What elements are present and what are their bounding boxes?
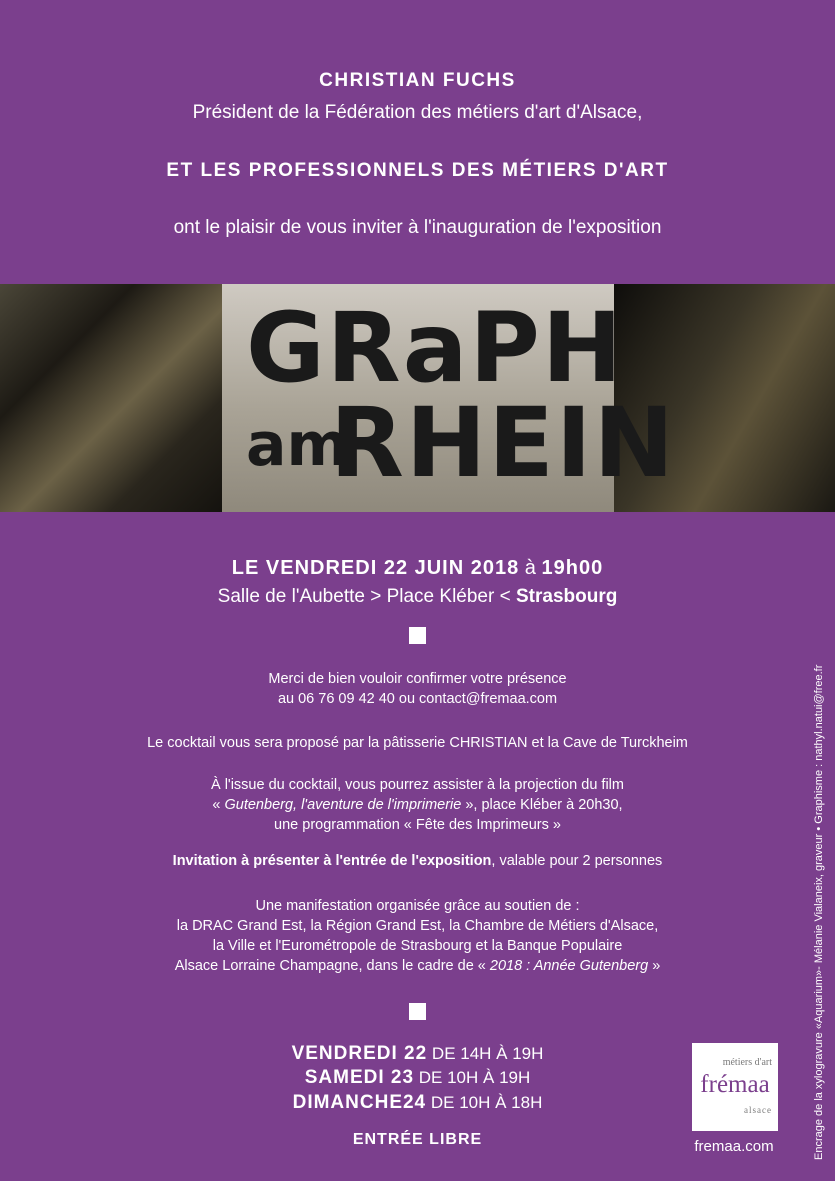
film-line-3: une programmation « Fête des Imprimeurs » [274,817,561,833]
schedule-day: VENDREDI 22 [291,1043,428,1064]
support-line-3: la Ville et l'Eurométropole de Strasbourg et la Banque Populaire [212,938,623,954]
schedule-hours: DE 14H À 19H [427,1044,544,1063]
film-line-1: À l'issue du cocktail, vous pourrez assister à la projection du film [211,777,624,793]
schedule-hours: DE 10H À 19H [414,1068,531,1087]
rsvp-line-1: Merci de bien vouloir confirmer votre présence [268,671,567,687]
event-date [0,557,835,580]
website-link[interactable]: fremaa.com [694,1138,774,1155]
invitation-note-rest: , valable pour 2 personnes [491,853,663,869]
logo-wordmark: frémaa [700,1071,770,1098]
fremaa-logo [692,1043,778,1131]
support-block [0,896,835,976]
credits-sidebar [793,20,833,1160]
support-line-2: la DRAC Grand Est, la Région Grand Est, la Chambre de Métiers d'Alsace, [176,918,659,934]
exhibition-title-rhein: RHEIN [330,387,676,499]
invitation-note-bold: Invitation à présenter à l'entrée de l'exposition [172,853,492,869]
film-block [0,775,835,835]
divider-square [409,627,426,644]
host-title: Président de la Fédération des métiers d'art d'Alsace, [192,102,643,123]
co-hosts: ET LES PROFESSIONNELS DES MÉTIERS D'ART [166,160,669,181]
rsvp-block [0,669,835,709]
venue-city: Strasbourg [515,586,618,607]
event-time: 19h00 [541,557,604,579]
event-venue [0,586,835,608]
invitation-note [0,851,835,871]
support-line-4: Alsace Lorraine Champagne, dans le cadre de « 2018 : Année Gutenberg » [174,958,661,974]
woodcut-image-left [0,284,222,512]
free-entry: ENTRÉE LIBRE [352,1131,483,1148]
image-credit: Encrage de la xylogravure «Aquarium»- Mélanie Vialaneix, graveur • Graphisme : nathyl.natui@free.fr [813,664,825,1160]
rsvp-line-2: au 06 76 09 42 40 ou contact@fremaa.com [277,691,558,707]
event-date-at: à [519,557,542,579]
host-name: CHRISTIAN FUCHS [319,70,516,91]
event-date-bold: LE VENDREDI 22 JUIN 2018 [231,557,520,579]
cocktail-line: Le cocktail vous sera proposé par la pâtisserie CHRISTIAN et la Cave de Turckheim [147,735,688,751]
film-title: Gutenberg, l'aventure de l'imprimerie [224,797,462,813]
divider-square [409,1003,426,1020]
schedule-day: DIMANCHE24 [292,1092,427,1113]
exhibition-title-graph: GRaPH [246,292,625,404]
schedule-day: SAMEDI 23 [304,1067,415,1088]
venue-name: Salle de l'Aubette > Place Kléber < [217,586,516,607]
exhibition-title-am: am [246,410,350,480]
logo-region: alsace [744,1105,772,1115]
gutenberg-year: 2018 : Année Gutenberg [489,958,649,974]
film-line-2: « Gutenberg, l'aventure de l'imprimerie », place Kléber à 20h30, [212,797,623,813]
support-line-1: Une manifestation organisée grâce au soutien de : [255,898,580,914]
logo-tagline: métiers d'art [722,1057,772,1068]
invitation-line: ont le plaisir de vous inviter à l'inauguration de l'exposition [173,217,662,238]
schedule-hours: DE 10H À 18H [426,1093,543,1112]
